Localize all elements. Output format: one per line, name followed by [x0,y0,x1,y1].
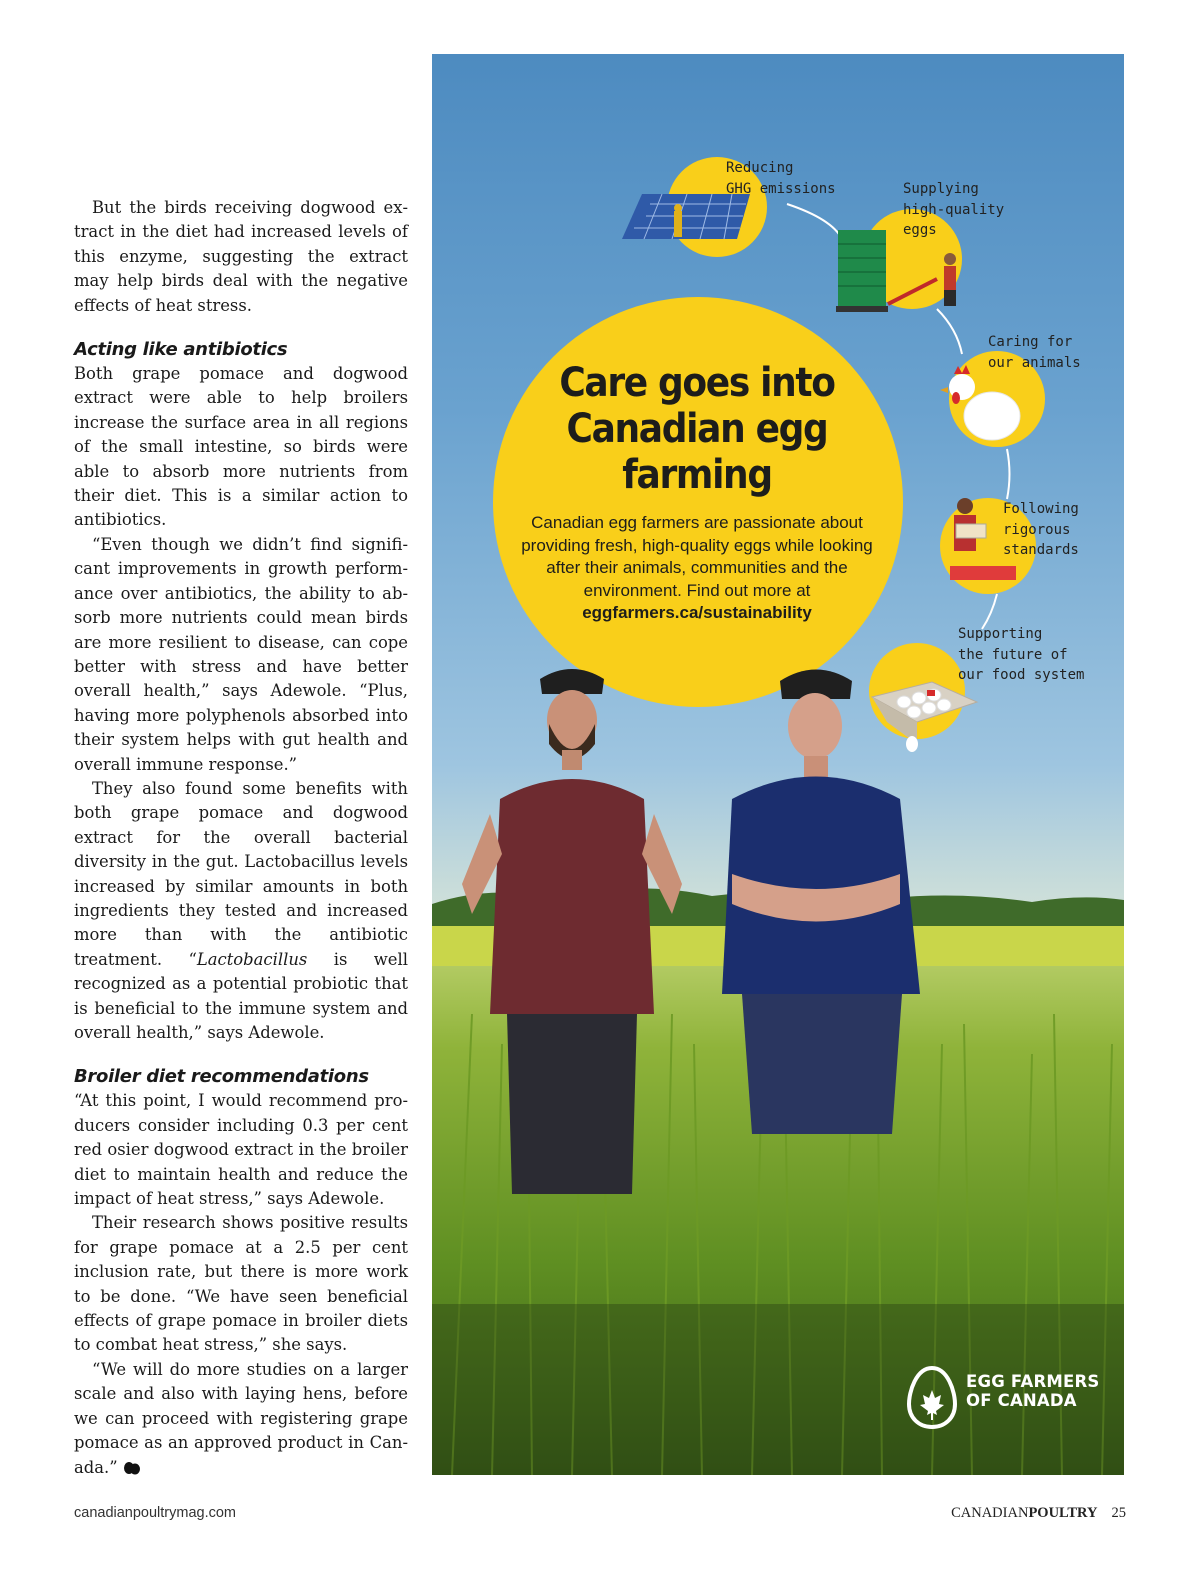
callout-ghg: Reducing GHG emissions [726,160,836,197]
farmer-right [722,670,920,1135]
footer-website[interactable]: canadianpoultrymag.com [74,1505,237,1521]
article-paragraph [74,777,408,1045]
section-heading: Broiler diet recommendations [74,1066,369,1088]
ad-url-link[interactable]: eggfarmers.ca/sustainability [582,603,812,622]
callout-eggs: Supplying high-quality eggs [903,181,1005,238]
article-paragraph: “Even though we didn’t find significant improvements in growth performance over antibiotics, the ability to absorb more nutrients could mean birds are more resilient to disease, can cope better with stress and have better overall health,” says Adewole. “Plus, having more polyphenols absorbed into their system helps with gut health and overall immune response.” [74,534,408,774]
italic-term: Lactobacillus [196,949,308,969]
egg-farmers-logo-text: EGG FARMERS OF CANADA [966,1372,1100,1410]
ad-body-text [514,512,880,625]
article-column [74,196,408,1480]
article-paragraph: “At this point, I would recommend producers consider including 0.3 per cent red osier dogwood extract in the broiler diet to maintain health and reduce the impact of heat stress,” says Adewole. [74,1091,408,1209]
paragraph-text: “We will do more studies on a larger scale and also with laying hens, before we can proceed with registering grape pomace as an approved product in Canada.” [74,1359,408,1477]
farmer-left [462,669,682,1194]
article-paragraph: But the birds receiving dogwood extract in the diet had increased levels of this enzyme, suggesting the extract may help birds deal with the negative effects of heat stress. [74,198,408,315]
brand-regular: CANADIAN [951,1505,1029,1521]
callout-animals: Caring for our animals [988,334,1081,371]
page-number: 25 [1111,1505,1126,1521]
egg-farmers-logo-icon [906,1364,958,1430]
end-of-article-icon [123,1461,141,1475]
article-paragraph: Both grape pomace and dogwood extract were able to help broilers increase the surface area in all regions of the small intestine, so birds were able to absorb more nutrients from their diet. This is a similar action to antibiotics. [74,364,408,530]
callout-future: Supporting the future of our food system [958,626,1085,683]
callout-standards: Following rigorous standards [1003,501,1079,558]
ad-body: Canadian egg farmers are passionate about providing fresh, high-quality eggs while looking after their animals, communities and the environment. Find out more at [521,513,873,600]
ad-illustration [432,54,1124,1475]
solar-panel-icon [622,194,750,239]
section-heading: Acting like antibiotics [74,339,288,361]
ad-headline: Care goes into Canadian egg farming [559,360,835,498]
paragraph-text: They also found some benefits with both grape pomace and dogwood extract for the overall bacterial diversity in the gut. Lactobacillus levels increased by similar amounts in both ingredients they tested and increased more than with the antibiotic treatment. “ [74,778,408,969]
headline-circle [493,297,903,707]
article-paragraph [74,1358,408,1480]
brand-bold: POULTRY [1028,1505,1098,1521]
article-paragraph: Their research shows positive results for grape pomace at a 2.5 per cent inclusion rate, but there is more work to be done. “We have seen beneficial effects of grape pomace in broiler diets to combat heat stress,” she says. [74,1213,408,1355]
egg-farmers-advertisement[interactable] [432,54,1124,1475]
paragraph-text: is well recognized as a potential probiotic that is beneficial to the immune system and overall health,” says Adewole. [74,949,408,1042]
footer-brand [951,1505,1126,1522]
